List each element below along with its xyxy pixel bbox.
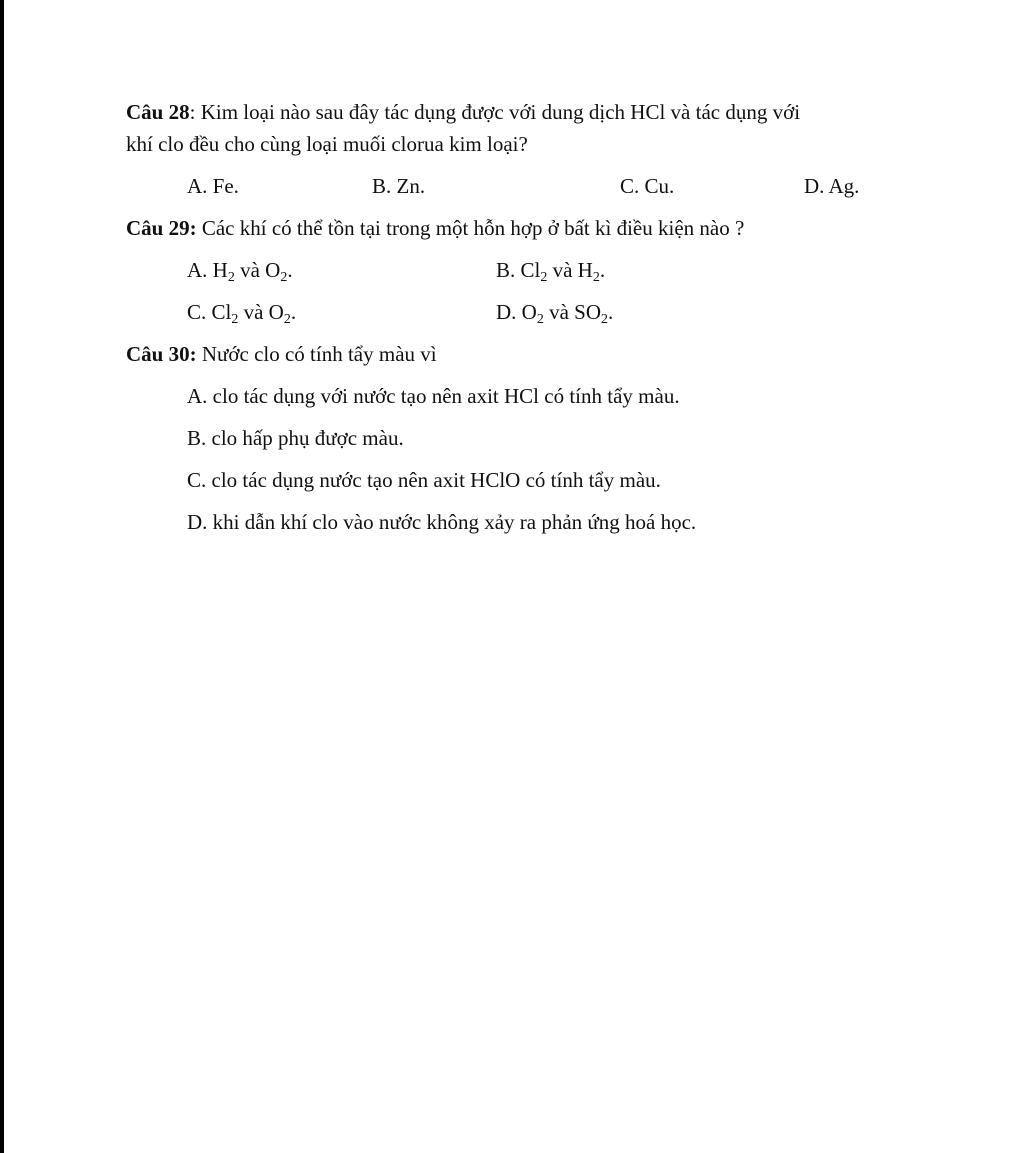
question-29-text: Các khí có thể tồn tại trong một hỗn hợp ở bất kì điều kiện nào ? xyxy=(196,216,745,240)
option-d-subscript-2: 2 xyxy=(601,312,609,327)
question-29-label: Câu 29: xyxy=(126,216,197,240)
question-29-option-d xyxy=(496,299,613,325)
question-28-text-line-1: Kim loại nào sau đây tác dụng được với dung dịch HCl và tác dụng với xyxy=(195,100,801,124)
option-b-end: . xyxy=(599,258,606,282)
option-d-prefix: D. O xyxy=(496,300,537,324)
option-c-middle: và O xyxy=(238,300,284,324)
option-c-end: . xyxy=(290,300,297,324)
question-30-text: Nước clo có tính tẩy màu vì xyxy=(196,342,437,366)
question-30-option-c: C. clo tác dụng nước tạo nên axit HClO có tính tẩy màu. xyxy=(187,468,661,492)
question-28-option-c: C. Cu. xyxy=(620,174,675,198)
question-30-option-d: D. khi dẫn khí clo vào nước không xảy ra phản ứng hoá học. xyxy=(187,510,697,534)
option-c-prefix: C. Cl xyxy=(187,300,232,324)
option-a-middle: và O xyxy=(234,258,281,282)
question-28-text-line-2: khí clo đều cho cùng loại muối clorua kim loại? xyxy=(126,132,528,156)
option-d-subscript-1: 2 xyxy=(536,312,544,327)
question-28-label: Câu 28 xyxy=(126,100,190,124)
option-d-end: . xyxy=(608,300,614,324)
option-a-prefix: A. H xyxy=(187,258,228,282)
option-b-subscript-1: 2 xyxy=(540,270,548,285)
question-29-option-b xyxy=(496,257,605,283)
option-a-subscript-2: 2 xyxy=(280,270,288,285)
option-c-subscript-2: 2 xyxy=(283,312,291,327)
question-28-line-1 xyxy=(126,99,800,125)
question-29-option-c xyxy=(187,299,296,325)
question-28-option-b: B. Zn. xyxy=(372,174,426,198)
question-28-option-d: D. Ag. xyxy=(804,174,860,198)
option-b-middle: và H xyxy=(547,258,593,282)
question-30-option-a: A. clo tác dụng với nước tạo nên axit HCl có tính tẩy màu. xyxy=(187,384,680,408)
option-a-end: . xyxy=(287,258,293,282)
option-b-subscript-2: 2 xyxy=(592,270,600,285)
question-30-option-b: B. clo hấp phụ được màu. xyxy=(187,426,404,450)
question-28-option-a: A. Fe. xyxy=(187,174,239,198)
question-28-label-sep: : xyxy=(189,100,196,124)
option-b-prefix: B. Cl xyxy=(496,258,541,282)
question-29-option-a xyxy=(187,257,293,283)
question-29-line xyxy=(126,215,744,241)
question-30-line xyxy=(126,341,437,367)
option-a-subscript-1: 2 xyxy=(227,270,235,285)
option-c-subscript-1: 2 xyxy=(231,312,239,327)
option-d-middle: và SO xyxy=(543,300,602,324)
question-30-label: Câu 30: xyxy=(126,342,197,366)
